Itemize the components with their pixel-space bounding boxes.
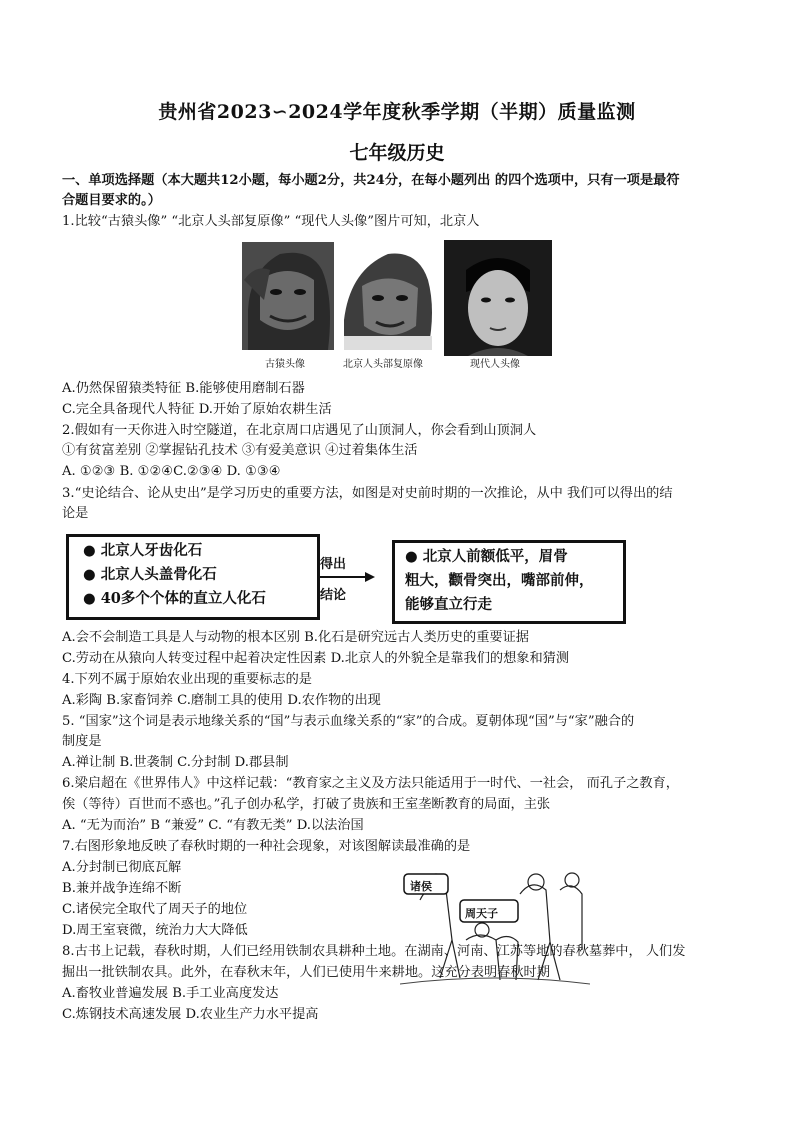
- q3-conclusion-box: [392, 540, 626, 624]
- q4-stem: 4.下列不属于原始农业出现的重要标志的是: [62, 672, 312, 687]
- q4-options: A.彩陶 B.家畜饲养 C.磨制工具的使用 D.农作物的出现: [62, 693, 381, 708]
- q5-stem-cont: 制度是: [62, 734, 102, 749]
- q7-option-c: C.诸侯完全取代了周天子的地位: [62, 902, 248, 917]
- q3-evidence-item: ● 北京人牙齿化石: [83, 542, 203, 559]
- q6-options: A. “无为而治” B “兼爱” C. “有教无类” D.以法治国: [62, 818, 364, 833]
- q8-options-cd: C.炼钢技术高速发展 D.农业生产力水平提高: [62, 1007, 319, 1022]
- q3-stem: 3.“史论结合、论从史出”是学习历史的重要方法，如图是对史前时期的一次推论，从中 我们可以得出的结: [62, 486, 673, 501]
- q8-stem-cont: 掘出一批铁制农具。此外，在春秋末年，人们已使用牛来耕地。这充分表明春秋时期: [62, 965, 550, 980]
- q2-options: A. ①②③ B. ①②④C.②③④ D. ①③④: [62, 464, 281, 479]
- section-heading-cont: 合题目要求的。）: [62, 193, 161, 208]
- exam-subtitle: 七年级历史: [349, 142, 445, 164]
- q5-options: A.禅让制 B.世袭制 C.分封制 D.郡县制: [62, 755, 289, 770]
- q3-stem-cont: 论是: [62, 506, 89, 521]
- peking-man-head-image: [344, 254, 432, 350]
- exam-title: 贵州省2023∽2024学年度秋季学期（半期）质量监测: [158, 101, 636, 123]
- q3-arrow-label-top: 得出: [320, 557, 347, 572]
- q6-stem-cont: 俟（等待）百世而不惑也。”孔子创办私学，打破了贵族和王室垄断教育的局面，主张: [62, 797, 551, 812]
- q2-items: ①有贫富差别 ②掌握钻孔技术 ③有爱美意识 ④过着集体生活: [62, 443, 418, 458]
- q3-evidence-item: ● 40多个个体的直立人化石: [83, 590, 266, 607]
- q3-conclusion-line: 粗大，颧骨突出，嘴部前伸，: [405, 572, 594, 589]
- q3-conclusion-line: 能够直立行走: [405, 596, 492, 613]
- q1-head-images: [240, 240, 554, 372]
- q3-arrow-label-bottom: 结论: [320, 588, 347, 603]
- caption-peking-man-head: 北京人头部复原像: [343, 359, 423, 370]
- q3-evidence-item: ● 北京人头盖骨化石: [83, 566, 217, 583]
- caption-modern-head: 现代人头像: [470, 359, 520, 370]
- q6-stem: 6.梁启超在《世界伟人》中这样记载：“教育家之主义及方法只能适用于一时代、一社会， 而孔子之教育，: [62, 776, 679, 791]
- modern-human-photo: [444, 240, 552, 356]
- q7-option-d: D.周王室衰微，统治力大大降低: [62, 923, 248, 938]
- q3-options-ab: A.会不会制造工具是人与动物的根本区别 B.化石是研究远古人类历史的重要证据: [62, 630, 529, 645]
- q3-arrow: [315, 570, 377, 584]
- q8-options-ab: A.畜牧业普遍发展 B.手工业高度发达: [62, 986, 279, 1001]
- caption-ape-head: 古猿头像: [265, 359, 305, 370]
- q5-stem: 5. “国家”这个词是表示地缘关系的“国”与表示血缘关系的“家”的合成。夏朝体现“国”与“家”融合的: [62, 714, 635, 729]
- q1-options-cd: C.完全具备现代人特征 D.开始了原始农耕生活: [62, 402, 332, 417]
- q7-option-b: B.兼并战争连绵不断: [62, 881, 182, 896]
- q7-label-vassals: 诸侯: [410, 880, 432, 893]
- q3-evidence-box: [66, 534, 320, 620]
- ape-head-image: [242, 242, 334, 350]
- q7-label-king: 周天子: [465, 907, 498, 920]
- q3-conclusion-line: ● 北京人前额低平，眉骨: [405, 548, 568, 565]
- q7-stem: 7.右图形象地反映了春秋时期的一种社会现象，对该图解读最准确的是: [62, 839, 471, 854]
- q1-options-ab: A.仍然保留猿类特征 B.能够使用磨制石器: [62, 381, 305, 396]
- q7-option-a: A.分封制已彻底瓦解: [62, 860, 182, 875]
- q1-stem: 1.比较“古猿头像” “北京人头部复原像” “现代人头像”图片可知，北京人: [62, 214, 480, 229]
- q8-stem: 8.古书上记载，春秋时期，人们已经用铁制农具耕种土地。在湖南、河南、江苏等地的春秋墓葬中， 人们发: [62, 944, 686, 959]
- q3-options-cd: C.劳动在从猿向人转变过程中起着决定性因素 D.北京人的外貌全是靠我们的想象和猜测: [62, 651, 570, 666]
- section-heading: 一、单项选择题（本大题共12小题，每小题2分，共24分，在每小题列出 的四个选项中，只有一项是最符: [62, 173, 680, 188]
- q2-stem: 2.假如有一天你进入时空隧道，在北京周口店遇见了山顶洞人，你会看到山顶洞人: [62, 423, 537, 438]
